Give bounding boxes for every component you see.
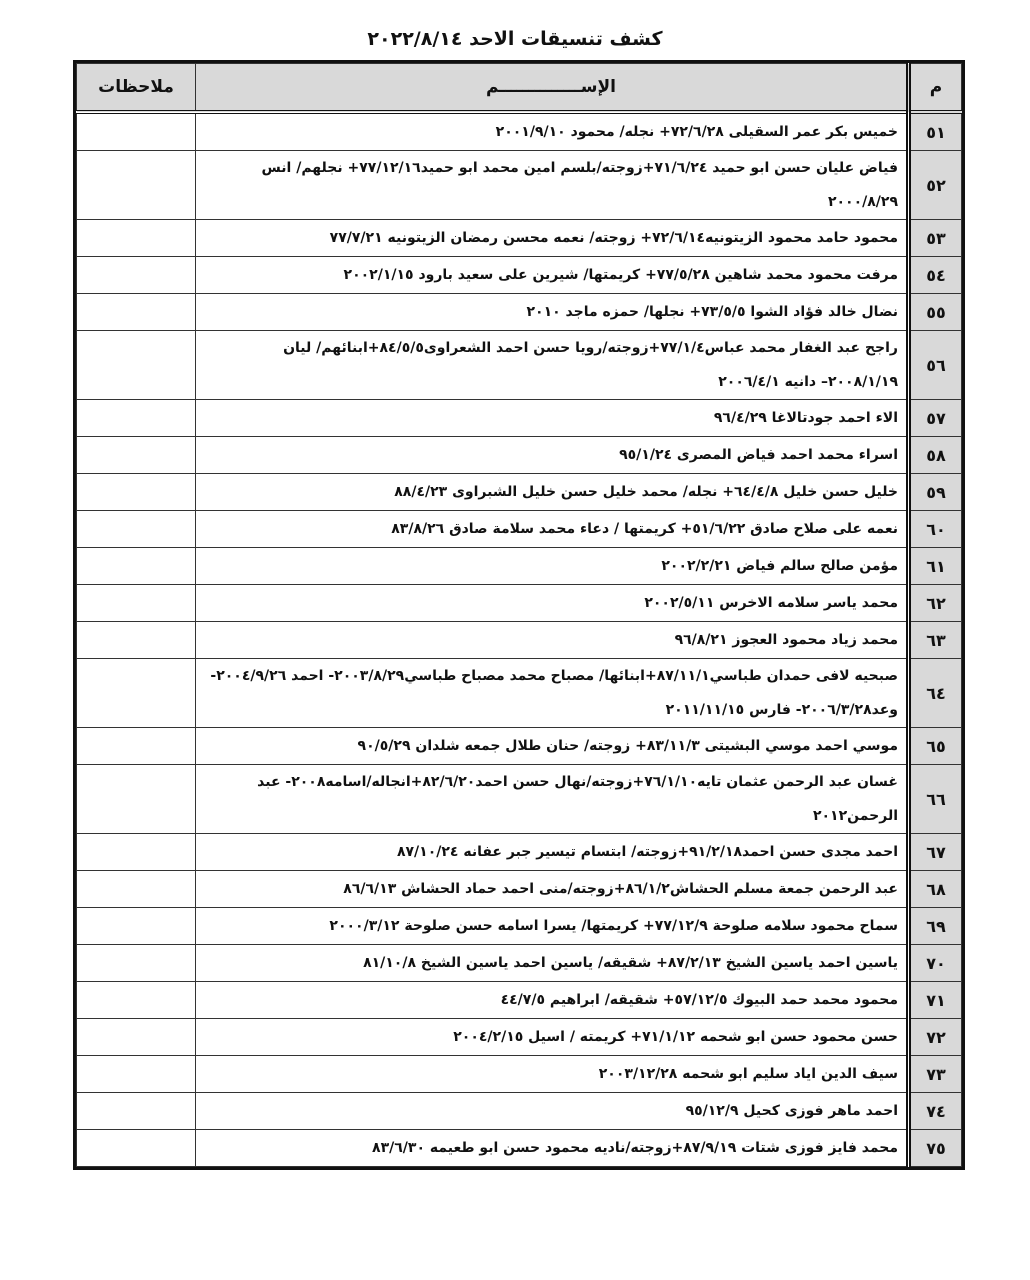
table-row (77, 400, 962, 437)
row-notes (77, 151, 196, 220)
row-notes (77, 400, 196, 437)
row-notes (77, 257, 196, 294)
table-row (77, 945, 962, 982)
row-name: راجح عبد الغفار محمد عباس٧٧/١/٤+زوجته/رويا حسن احمد الشعراوى٨٤/٥/٥+ابنائهم/ ليان ٢٠٠٨/١/١٩– دانيه ٢٠٠٦/٤/١ (196, 331, 909, 400)
table-row (77, 622, 962, 659)
row-notes (77, 511, 196, 548)
row-notes (77, 622, 196, 659)
row-notes (77, 1130, 196, 1167)
table-row (77, 220, 962, 257)
row-number: ٥٤ (909, 257, 962, 294)
row-notes (77, 982, 196, 1019)
row-name: نضال خالد فؤاد الشوا ٧٣/٥/٥+ نجلها/ حمزه ماجد ٢٠١٠ (196, 294, 909, 331)
row-number: ٦٧ (909, 834, 962, 871)
row-notes (77, 548, 196, 585)
table-row (77, 659, 962, 728)
row-notes (77, 331, 196, 400)
row-number: ٥٩ (909, 474, 962, 511)
table-row (77, 765, 962, 834)
table-row (77, 728, 962, 765)
row-notes (77, 659, 196, 728)
coordination-table (73, 60, 965, 1170)
row-number: ٧١ (909, 982, 962, 1019)
table-row (77, 1130, 962, 1167)
row-notes (77, 437, 196, 474)
row-number: ٥٧ (909, 400, 962, 437)
row-notes (77, 1056, 196, 1093)
row-name: محمد ياسر سلامه الاخرس ٢٠٠٢/٥/١١ (196, 585, 909, 622)
row-notes (77, 834, 196, 871)
table-row (77, 112, 962, 151)
table-header-row (77, 64, 962, 113)
row-number: ٦٣ (909, 622, 962, 659)
row-number: ٦٩ (909, 908, 962, 945)
table-row (77, 1019, 962, 1056)
table-row (77, 982, 962, 1019)
row-notes (77, 112, 196, 151)
row-notes (77, 871, 196, 908)
row-name: محمد فايز فوزى شتات ٨٧/٩/١٩+زوجته/ناديه محمود حسن ابو طعيمه ٨٣/٦/٣٠ (196, 1130, 909, 1167)
row-name: محمود محمد حمد البيوك ٥٧/١٢/٥+ شقيقه/ ابراهيم ٤٤/٧/٥ (196, 982, 909, 1019)
row-number: ٧٤ (909, 1093, 962, 1130)
row-number: ٥١ (909, 112, 962, 151)
row-name: خليل حسن خليل ٦٤/٤/٨+ نجله/ محمد خليل حسن خليل الشبراوى ٨٨/٤/٢٣ (196, 474, 909, 511)
row-name: اسراء محمد احمد فياض المصرى ٩٥/١/٢٤ (196, 437, 909, 474)
row-name: خميس بكر عمر السقيلى ٧٢/٦/٢٨+ نجله/ محمود ٢٠٠١/٩/١٠ (196, 112, 909, 151)
row-notes (77, 1093, 196, 1130)
row-name: مرفت محمود محمد شاهين ٧٧/٥/٢٨+ كريمتها/ شيرين على سعيد بارود ٢٠٠٢/١/١٥ (196, 257, 909, 294)
row-number: ٦٥ (909, 728, 962, 765)
row-number: ٥٦ (909, 331, 962, 400)
row-number: ٦٨ (909, 871, 962, 908)
row-number: ٥٢ (909, 151, 962, 220)
row-number: ٦٢ (909, 585, 962, 622)
row-number: ٥٨ (909, 437, 962, 474)
header-name: الإســــــــــــــم (196, 64, 909, 113)
row-number: ٥٥ (909, 294, 962, 331)
table-row (77, 331, 962, 400)
table-row (77, 151, 962, 220)
row-number: ٧٠ (909, 945, 962, 982)
header-notes: ملاحظات (77, 64, 196, 113)
table-row (77, 908, 962, 945)
row-name: نعمه على صلاح صادق ٥١/٦/٢٢+ كريمتها / دعاء محمد سلامة صادق ٨٣/٨/٢٦ (196, 511, 909, 548)
table-row (77, 294, 962, 331)
table-row (77, 474, 962, 511)
table-row (77, 871, 962, 908)
row-name: فياض عليان حسن ابو حميد ٧١/٦/٢٤+زوجته/بلسم امين محمد ابو حميد٧٧/١٢/١٦+ نجلهم/ انس ٢٠٠٠/٨/٢٩ (196, 151, 909, 220)
table-row (77, 257, 962, 294)
row-name: محمود حامد محمود الزيتونيه٧٢/٦/١٤+ زوجته/ نعمه محسن رمضان الزيتونيه ٧٧/٧/٢١ (196, 220, 909, 257)
row-notes (77, 908, 196, 945)
table-row (77, 1093, 962, 1130)
row-name: حسن محمود حسن ابو شحمه ٧١/١/١٢+ كريمته / اسيل ٢٠٠٤/٢/١٥ (196, 1019, 909, 1056)
row-name: غسان عبد الرحمن عثمان تايه٧٦/١/١٠+زوجته/نهال حسن احمد٨٢/٦/٢٠+انجاله/اسامه٢٠٠٨- عبد الرحمن٢٠١٢ (196, 765, 909, 834)
row-notes (77, 765, 196, 834)
row-number: ٥٣ (909, 220, 962, 257)
row-number: ٦١ (909, 548, 962, 585)
table-row (77, 1056, 962, 1093)
row-number: ٦٠ (909, 511, 962, 548)
row-notes (77, 220, 196, 257)
row-name: سيف الدين اياد سليم ابو شحمه ٢٠٠٣/١٢/٢٨ (196, 1056, 909, 1093)
row-notes (77, 945, 196, 982)
row-number: ٧٣ (909, 1056, 962, 1093)
row-notes (77, 1019, 196, 1056)
row-name: عبد الرحمن جمعة مسلم الحشاش٨٦/١/٢+زوجته/منى احمد حماد الحشاش ٨٦/٦/١٣ (196, 871, 909, 908)
table-row (77, 548, 962, 585)
row-name: الاء احمد جودتالاغا ٩٦/٤/٢٩ (196, 400, 909, 437)
row-number: ٦٤ (909, 659, 962, 728)
table-row (77, 834, 962, 871)
row-name: محمد زياد محمود العجوز ٩٦/٨/٢١ (196, 622, 909, 659)
row-name: احمد مجدى حسن احمد٩١/٢/١٨+زوجته/ ابتسام تيسير جبر عفانه ٨٧/١٠/٢٤ (196, 834, 909, 871)
table-row (77, 585, 962, 622)
row-notes (77, 728, 196, 765)
table-row (77, 511, 962, 548)
row-name: ياسين احمد ياسين الشيخ ٨٧/٢/١٣+ شقيقه/ ياسين احمد ياسين الشيخ ٨١/١٠/٨ (196, 945, 909, 982)
row-number: ٦٦ (909, 765, 962, 834)
row-name: موسي احمد موسي البشيتى ٨٣/١١/٣+ زوجته/ حنان طلال جمعه شلدان ٩٠/٥/٢٩ (196, 728, 909, 765)
row-number: ٧٥ (909, 1130, 962, 1167)
row-name: سماح محمود سلامه صلوحة ٧٧/١٢/٩+ كريمتها/ يسرا اسامه حسن صلوحة ٢٠٠٠/٣/١٢ (196, 908, 909, 945)
document-title: كشف تنسيقات الاحد ٢٠٢٢/٨/١٤ (367, 28, 663, 50)
row-notes (77, 294, 196, 331)
row-name: احمد ماهر فوزى كحيل ٩٥/١٢/٩ (196, 1093, 909, 1130)
table-row (77, 437, 962, 474)
row-name: صبحيه لافى حمدان طباسي٨٧/١١/١+ابنائها/ مصباح محمد مصباح طباسي٢٠٠٣/٨/٢٩- احمد ٢٠٠٤/٩/٢٦- وعد٢٠٠٦/٣/٢٨- فارس ٢٠١١/١١/١٥ (196, 659, 909, 728)
row-notes (77, 474, 196, 511)
row-name: مؤمن صالح سالم فياض ٢٠٠٢/٢/٢١ (196, 548, 909, 585)
row-number: ٧٢ (909, 1019, 962, 1056)
header-number: م (909, 64, 962, 113)
row-notes (77, 585, 196, 622)
